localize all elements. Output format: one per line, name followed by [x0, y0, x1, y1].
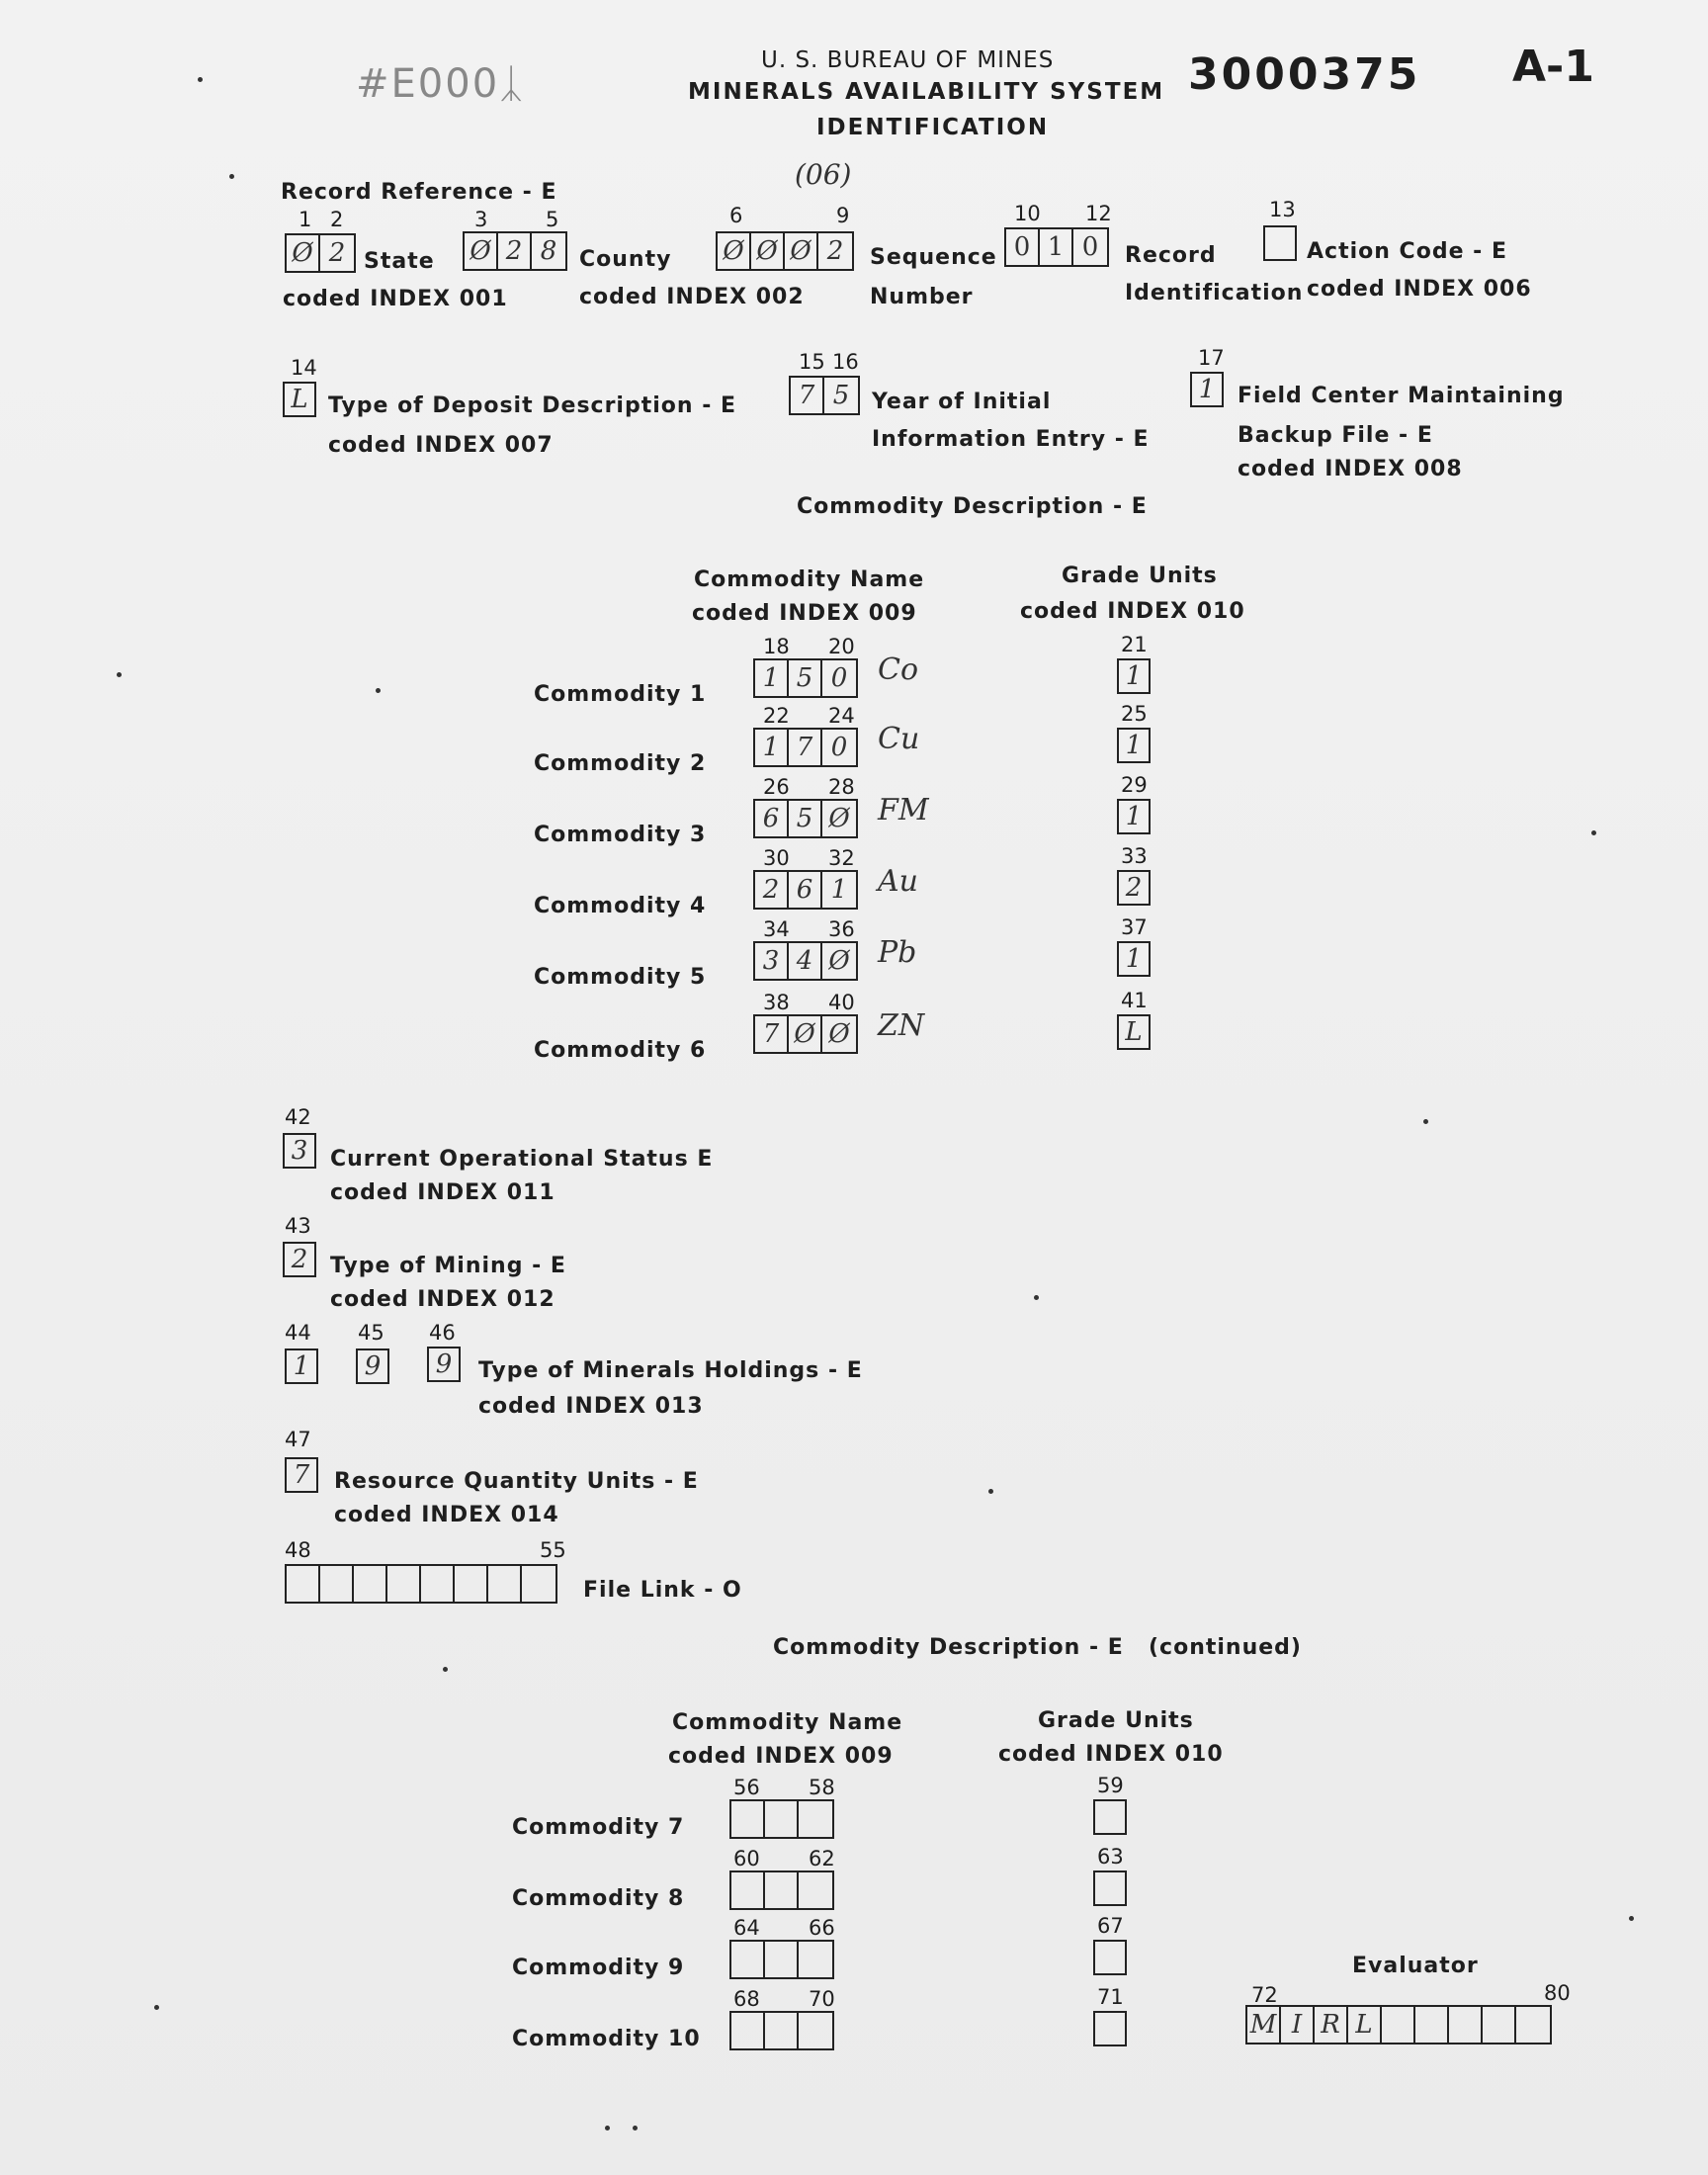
record-id-cell: 0 [1081, 232, 1099, 262]
sequence-label-2: Number [870, 285, 974, 309]
form-title: IDENTIFICATION [816, 115, 1050, 140]
commodity-symbol: Cu [878, 722, 920, 756]
commodity-symbol: ZN [878, 1008, 925, 1043]
commodity-col-start: 38 [763, 991, 790, 1014]
commodity-col-end: 70 [809, 1987, 835, 2011]
holdings-col: 44 [285, 1321, 311, 1345]
commodity-col-start: 18 [763, 635, 790, 658]
grade-col: 37 [1121, 915, 1148, 939]
commodity-code-cell: 3 [755, 943, 789, 979]
holdings-index: coded INDEX 013 [478, 1394, 704, 1419]
year-entry-boxes[interactable] [789, 376, 860, 415]
scan-speck [117, 672, 122, 677]
commodity-code-cell: 6 [789, 872, 822, 908]
commodity-code-boxes[interactable] [753, 728, 858, 767]
file-link-cell [488, 1566, 522, 1602]
mining-type-index: coded INDEX 012 [330, 1287, 555, 1312]
sequence-col-start: 6 [729, 204, 743, 227]
action-code-label: Action Code - E [1307, 239, 1507, 264]
commodity-code-cell: 0 [830, 733, 848, 762]
resource-units-label: Resource Quantity Units - E [334, 1469, 699, 1494]
commodity-code-cell [799, 2013, 832, 2048]
file-link-cell [522, 1566, 555, 1602]
commodity-label: Commodity 2 [534, 751, 707, 776]
scan-speck [198, 77, 203, 82]
commodity-code-cell: 1 [755, 660, 789, 696]
commodity-col-end: 66 [809, 1916, 835, 1940]
grade-units-box[interactable]: 1 [1117, 658, 1151, 694]
grade-units-box[interactable] [1093, 1870, 1127, 1906]
commodity-code-boxes[interactable] [729, 1870, 834, 1910]
state-label: State [364, 249, 435, 274]
file-link-col-start: 48 [285, 1538, 311, 1562]
commodity-code-boxes[interactable] [753, 658, 858, 698]
commodity-col-end: 20 [828, 635, 855, 658]
deposit-type-col: 14 [291, 356, 317, 380]
state-col-start: 1 [299, 208, 312, 231]
sequence-number-cell: Ø [718, 233, 751, 269]
year-col-start: 15 [799, 350, 825, 374]
file-link-cell [320, 1566, 354, 1602]
commodity-col-start: 64 [733, 1916, 760, 1940]
commodity-label: Commodity 10 [512, 2027, 701, 2051]
commodity-code-cell: Ø [789, 1016, 822, 1052]
record-number: 3000375 [1188, 49, 1421, 100]
grade-col: 71 [1097, 1985, 1124, 2009]
county-label: County [579, 247, 672, 272]
commodity-code-cell [731, 2013, 765, 2048]
sequence-number-cell: Ø [785, 233, 818, 269]
holdings-box[interactable]: 1 [285, 1348, 318, 1384]
sequence-number-boxes[interactable] [716, 231, 854, 271]
grade-units-index: coded INDEX 010 [1020, 599, 1245, 624]
county-code-cell: 2 [498, 233, 532, 269]
evaluator-cell: M [1247, 2007, 1281, 2043]
commodity-col-end: 28 [828, 775, 855, 799]
scan-speck [988, 1489, 993, 1494]
commodity-col-end: 58 [809, 1776, 835, 1799]
grade-col: 59 [1097, 1774, 1124, 1797]
county-code-cell: Ø [465, 233, 498, 269]
grade-col: 29 [1121, 773, 1148, 797]
sequence-col-end: 9 [836, 204, 850, 227]
scan-speck [443, 1667, 448, 1672]
grade-units-box[interactable]: 1 [1117, 799, 1151, 834]
commodity-col-start: 26 [763, 775, 790, 799]
commodity-label: Commodity 8 [512, 1886, 685, 1911]
grade-units-box[interactable]: L [1117, 1014, 1151, 1050]
deposit-type-index: coded INDEX 007 [328, 433, 554, 458]
resource-units-col: 47 [285, 1428, 311, 1451]
commodity-col-start: 60 [733, 1847, 760, 1870]
record-id-col-start: 10 [1014, 202, 1041, 225]
grade-units-box[interactable]: 1 [1117, 941, 1151, 977]
grade-units-box[interactable]: 1 [1117, 728, 1151, 763]
field-center-label-2: Backup File - E [1238, 423, 1433, 448]
state-col-end: 2 [330, 208, 344, 231]
commodity-label: Commodity 5 [534, 965, 707, 990]
county-code-cell: 8 [540, 236, 557, 266]
scan-speck [633, 2126, 638, 2131]
sequence-number-cell: Ø [751, 233, 785, 269]
record-id-boxes[interactable] [1004, 227, 1109, 267]
year-col-end: 16 [832, 350, 859, 374]
file-link-col-end: 55 [540, 1538, 566, 1562]
scan-speck [229, 174, 234, 179]
field-center-index: coded INDEX 008 [1238, 457, 1463, 481]
page-id: A-1 [1512, 42, 1594, 92]
commodity-col-end: 40 [828, 991, 855, 1014]
grade-col: 67 [1097, 1914, 1124, 1938]
grade-units-box[interactable] [1093, 1940, 1127, 1975]
commodity-name-index: coded INDEX 009 [692, 601, 917, 626]
holdings-col: 45 [358, 1321, 384, 1345]
holdings-box[interactable]: 9 [356, 1348, 389, 1384]
commodity-col-end: 32 [828, 846, 855, 870]
agency-title: U. S. BUREAU OF MINES [761, 47, 1055, 73]
evaluator-col-end: 80 [1544, 1981, 1571, 2005]
commodity-code-cell [731, 1801, 765, 1837]
scan-speck [1591, 830, 1596, 835]
commodity-code-cell: Ø [828, 946, 850, 976]
commodity-col-start: 30 [763, 846, 790, 870]
commodity-section-title: Commodity Description - E [797, 494, 1148, 519]
scan-speck [376, 688, 381, 693]
sequence-label: Sequence [870, 245, 997, 270]
holdings-label: Type of Minerals Holdings - E [478, 1358, 863, 1383]
county-code-boxes[interactable] [463, 231, 567, 271]
commodity-code-cell [765, 2013, 799, 2048]
mining-type-label: Type of Mining - E [330, 1254, 566, 1278]
scan-speck [605, 2126, 610, 2131]
commodity-code-boxes[interactable] [753, 1014, 858, 1054]
record-id-label: Record [1125, 243, 1217, 268]
continued-grade-header: Grade Units [1038, 1708, 1194, 1733]
mirror-stamp: #E000ᛣ [356, 61, 526, 107]
mining-type-col: 43 [285, 1214, 311, 1238]
commodity-code-cell: 7 [789, 730, 822, 765]
grade-col: 21 [1121, 633, 1148, 656]
field-center-box[interactable]: 1 [1190, 372, 1224, 407]
commodity-col-start: 68 [733, 1987, 760, 2011]
commodity-code-cell [799, 1872, 832, 1908]
state-index: coded INDEX 001 [283, 287, 508, 311]
evaluator-cell [1516, 2007, 1550, 2043]
state-code-boxes[interactable] [285, 233, 356, 273]
scan-speck [1034, 1295, 1039, 1300]
county-index: coded INDEX 002 [579, 285, 805, 309]
evaluator-cell: L [1348, 2007, 1382, 2043]
resource-units-box[interactable]: 7 [285, 1457, 318, 1493]
scan-speck [1629, 1916, 1634, 1921]
evaluator-boxes[interactable] [1245, 2005, 1552, 2044]
file-link-boxes[interactable] [285, 1564, 557, 1604]
commodity-code-cell: Ø [828, 1019, 850, 1049]
deposit-type-box[interactable]: L [283, 382, 316, 417]
action-code-col: 13 [1269, 198, 1296, 221]
evaluator-cell [1483, 2007, 1516, 2043]
commodity-symbol: Au [878, 864, 918, 899]
record-id-label-2: Identification [1125, 281, 1304, 305]
commodity-code-cell [765, 1872, 799, 1908]
record-id-cell: 1 [1040, 229, 1073, 265]
commodity-symbol: Co [878, 652, 919, 687]
scan-speck [154, 2005, 159, 2010]
file-link-cell [287, 1566, 320, 1602]
commodity-label: Commodity 1 [534, 682, 707, 707]
commodity-code-cell: 5 [789, 660, 822, 696]
file-link-cell [421, 1566, 455, 1602]
operational-status-box[interactable]: 3 [283, 1133, 316, 1169]
year-label-2: Information Entry - E [872, 427, 1150, 452]
commodity-code-cell: Ø [828, 804, 850, 833]
action-code-index: coded INDEX 006 [1307, 277, 1532, 302]
commodity-symbol: Pb [878, 935, 917, 970]
commodity-code-boxes[interactable] [753, 799, 858, 838]
commodity-code-cell [731, 1942, 765, 1977]
commodity-code-cell [731, 1872, 765, 1908]
commodity-code-cell: 1 [755, 730, 789, 765]
record-id-cell: 0 [1006, 229, 1040, 265]
continued-name-header: Commodity Name [672, 1710, 903, 1735]
commodity-code-cell [765, 1942, 799, 1977]
commodity-code-cell: 1 [830, 875, 848, 905]
commodity-code-cell: 7 [755, 1016, 789, 1052]
grade-col: 41 [1121, 989, 1148, 1012]
commodity-label: Commodity 7 [512, 1815, 685, 1840]
commodity-name-header: Commodity Name [694, 567, 925, 592]
scan-speck [1423, 1119, 1428, 1124]
commodity-code-boxes[interactable] [729, 1799, 834, 1839]
commodity-code-cell [765, 1801, 799, 1837]
deposit-type-label: Type of Deposit Description - E [328, 393, 737, 418]
grade-units-header: Grade Units [1062, 564, 1218, 588]
holdings-col: 46 [429, 1321, 456, 1345]
handwritten-note: (06) [795, 158, 852, 191]
grade-col: 63 [1097, 1845, 1124, 1869]
evaluator-cell [1415, 2007, 1449, 2043]
commodity-col-end: 36 [828, 917, 855, 941]
operational-status-index: coded INDEX 011 [330, 1180, 555, 1205]
commodity-col-start: 22 [763, 704, 790, 728]
commodity-col-end: 62 [809, 1847, 835, 1870]
year-entry-cell: 5 [832, 381, 850, 410]
holdings-box[interactable]: 9 [427, 1347, 461, 1382]
grade-units-box[interactable] [1093, 1799, 1127, 1835]
commodity-symbol: FM [878, 793, 929, 827]
grade-col: 25 [1121, 702, 1148, 726]
commodity-code-cell: 4 [789, 943, 822, 979]
commodity-code-cell: 2 [755, 872, 789, 908]
grade-units-box[interactable] [1093, 2011, 1127, 2046]
evaluator-col-start: 72 [1251, 1983, 1278, 2007]
mining-type-box[interactable]: 2 [283, 1242, 316, 1277]
commodity-code-cell [799, 1801, 832, 1837]
file-link-cell [354, 1566, 387, 1602]
state-code-cell: 2 [328, 238, 346, 268]
state-code-cell: Ø [287, 235, 320, 271]
file-link-cell [387, 1566, 421, 1602]
record-id-col-end: 12 [1085, 202, 1112, 225]
commodity-label: Commodity 3 [534, 823, 707, 847]
county-col-end: 5 [546, 208, 559, 231]
commodity-code-cell: 0 [830, 663, 848, 693]
commodity-code-boxes[interactable] [753, 870, 858, 910]
commodity-code-boxes[interactable] [729, 1940, 834, 1979]
operational-status-col: 42 [285, 1105, 311, 1129]
commodity-col-start: 34 [763, 917, 790, 941]
grade-units-box[interactable]: 2 [1117, 870, 1151, 906]
commodity-code-cell [799, 1942, 832, 1977]
commodity-label: Commodity 4 [534, 894, 707, 918]
record-reference-title: Record Reference - E [281, 180, 557, 205]
operational-status-label: Current Operational Status E [330, 1147, 714, 1172]
system-title: MINERALS AVAILABILITY SYSTEM [688, 79, 1165, 105]
field-center-col: 17 [1198, 346, 1225, 370]
commodity-code-boxes[interactable] [753, 941, 858, 981]
action-code-box[interactable] [1263, 225, 1297, 261]
evaluator-cell: I [1281, 2007, 1315, 2043]
evaluator-cell [1449, 2007, 1483, 2043]
file-link-cell [455, 1566, 488, 1602]
file-link-label: File Link - O [583, 1578, 742, 1603]
commodity-code-boxes[interactable] [729, 2011, 834, 2050]
field-center-label: Field Center Maintaining [1238, 384, 1565, 408]
year-label: Year of Initial [872, 390, 1052, 414]
resource-units-index: coded INDEX 014 [334, 1503, 559, 1527]
evaluator-label: Evaluator [1352, 1954, 1479, 1978]
commodity-label: Commodity 6 [534, 1038, 707, 1063]
continued-grade-index: coded INDEX 010 [998, 1742, 1224, 1767]
year-entry-cell: 7 [791, 378, 824, 413]
commodity-code-cell: 5 [789, 801, 822, 836]
evaluator-cell: R [1315, 2007, 1348, 2043]
commodity-col-start: 56 [733, 1776, 760, 1799]
county-col-start: 3 [474, 208, 488, 231]
commodity-col-end: 24 [828, 704, 855, 728]
sequence-number-cell: 2 [826, 236, 844, 266]
commodity-code-cell: 6 [755, 801, 789, 836]
evaluator-cell [1382, 2007, 1415, 2043]
commodity-label: Commodity 9 [512, 1956, 685, 1980]
continued-name-index: coded INDEX 009 [668, 1744, 894, 1769]
commodity-continued-title: Commodity Description - E [773, 1635, 1124, 1660]
commodity-continued-note: (continued) [1149, 1635, 1302, 1660]
grade-col: 33 [1121, 844, 1148, 868]
